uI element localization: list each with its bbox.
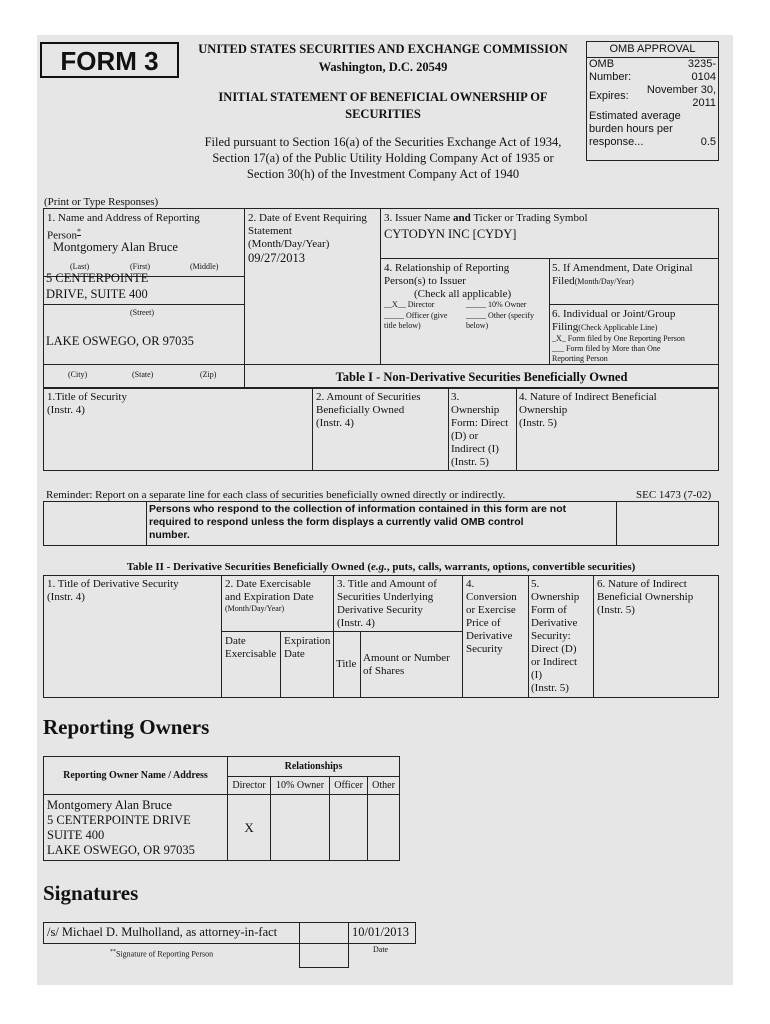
reporting-person-name: Montgomery Alan Bruce <box>53 240 178 254</box>
table2-c5-0: 5. <box>531 578 540 590</box>
table2-title-c: , puts, calls, warrants, options, convertible securities) <box>386 561 636 573</box>
table2-date-exercisable <box>225 635 276 661</box>
omb-value: 3235- <box>687 58 716 70</box>
street-line-1: 5 CENTERPOINTE <box>46 271 149 285</box>
table1-col3-3: (D) or <box>451 430 479 442</box>
persons-notice-1: Persons who respond to the collection of information contained in this form are not <box>149 503 567 515</box>
table2-c5-5: Direct (D) <box>531 643 577 655</box>
box6-label <box>552 308 718 364</box>
box3-label-a: 3. Issuer Name <box>384 212 454 224</box>
box6-label-3: (Check Applicable Line) <box>578 323 658 332</box>
print-note: (Print or Type Responses) <box>44 196 159 208</box>
reporting-owners-table <box>43 756 400 861</box>
omb-expires-value-2: 2011 <box>692 97 716 109</box>
table1-title: Table I - Non-Derivative Securities Beneficially Owned <box>335 370 628 384</box>
box1-label <box>47 212 242 243</box>
issuer-name: CYTODYN INC [CYDY] <box>384 227 517 241</box>
table2-c6-2: Beneficial Ownership <box>597 591 694 603</box>
box3-label <box>384 212 588 225</box>
table2-c5-6: or Indirect <box>531 656 578 668</box>
state-label: (State) <box>132 370 154 379</box>
owner-line-1: Montgomery Alan Bruce <box>47 797 172 812</box>
table2-date-2: Exercisable <box>225 648 277 660</box>
box6-label-2: Filing <box>552 321 579 333</box>
table1-col3-5: (Instr. 5) <box>451 456 489 468</box>
box3-label-b: and <box>453 212 471 224</box>
table1-col2-1: 2. Amount of Securities <box>316 391 421 403</box>
table2-title-b: e.g. <box>371 561 387 573</box>
persons-notice-3: number. <box>149 529 190 541</box>
director-mark: X <box>228 795 271 861</box>
table2-c4-4: Derivative <box>466 630 513 642</box>
table1-col3 <box>451 391 508 469</box>
box2-label-1: 2. Date of Event Requiring <box>248 212 367 224</box>
table2-c1 <box>47 578 179 604</box>
table2-c3-amt-1: Amount or Number <box>363 652 450 664</box>
table2-expiration <box>284 635 330 661</box>
owner-line-4: LAKE OSWEGO, OR 97035 <box>47 842 195 857</box>
table2-c5-2: Form of <box>531 604 567 616</box>
box5-label <box>552 262 718 288</box>
table2-c6-3: (Instr. 5) <box>597 604 635 616</box>
omb-burden-1: Estimated average <box>589 110 681 122</box>
owner-address <box>44 795 228 861</box>
more-persons-option: ___ Form filed by More than One <box>552 344 661 353</box>
reminder-text: Reminder: Report on a separate line for each class of securities beneficially owned directly or indirectly. <box>46 489 506 501</box>
omb-label: OMB <box>589 58 615 70</box>
director-col: Director <box>228 777 271 795</box>
box5-label-3: (Month/Day/Year) <box>574 277 634 286</box>
agency-location: Washington, D.C. 20549 <box>318 60 448 74</box>
table2-c1-2: (Instr. 4) <box>47 591 85 603</box>
table2-c3-title: Title <box>336 658 357 670</box>
table2-c2-3: (Month/Day/Year) <box>225 604 285 613</box>
omb-number-value: 0104 <box>691 71 716 83</box>
table2-c4-3: Price of <box>466 617 501 629</box>
street-line-2: DRIVE, SUITE 400 <box>46 287 148 301</box>
box4-label-2: Person(s) to Issuer <box>384 275 466 287</box>
table2-c1-1: 1. Title of Derivative Security <box>47 578 179 590</box>
table1-col3-1: Ownership <box>451 404 500 416</box>
form-title-line1: INITIAL STATEMENT OF BENEFICIAL OWNERSHIP OF <box>218 90 548 104</box>
table2-c5-7: (I) <box>531 669 542 681</box>
sec-code: SEC 1473 (7-02) <box>636 489 712 501</box>
street-label: (Street) <box>130 308 154 317</box>
city-state-zip: LAKE OSWEGO, OR 97035 <box>46 334 194 348</box>
table2-c4-1: Conversion <box>466 591 517 603</box>
table2-c5-3: Derivative <box>531 617 578 629</box>
city-label: (City) <box>68 370 88 379</box>
table1-col1-2: (Instr. 4) <box>47 404 85 416</box>
table2-c6 <box>597 578 693 617</box>
table2-c3-4: (Instr. 4) <box>337 617 375 629</box>
ten-pct-owner-col: 10% Owner <box>271 777 330 795</box>
sig-label-text: Signature of Reporting Person <box>116 949 214 959</box>
other-checkbox: _____ Other (specify <box>466 311 534 320</box>
box5-label-1: 5. If Amendment, Date Original <box>552 262 693 274</box>
box4-label <box>384 262 547 301</box>
table2-c3-3: Derivative Security <box>337 604 423 616</box>
box2-label-2: Statement <box>248 225 292 237</box>
table1-col4-1: 4. Nature of Indirect Beneficial <box>519 391 657 403</box>
persons-notice <box>149 503 615 542</box>
table2-c3 <box>337 578 437 630</box>
table2-c4-2: or Exercise <box>466 604 516 616</box>
omb-burden-2: burden hours per <box>589 123 673 135</box>
director-checkbox: __X__ Director <box>384 300 435 309</box>
relationships-header: Relationships <box>228 757 400 777</box>
table2-c3-amt-2: of Shares <box>363 665 405 677</box>
table1-col3-0: 3. <box>451 391 460 403</box>
table1-col2 <box>316 391 421 430</box>
filed-pursuant <box>180 134 586 182</box>
officer-title-below: title below) <box>384 321 421 330</box>
box6-label-1: 6. Individual or Joint/Group <box>552 308 676 320</box>
officer-checkbox: _____ Officer (give <box>384 311 448 320</box>
signature-spacer <box>299 922 349 968</box>
table2-c3-1: 3. Title and Amount of <box>337 578 437 590</box>
filed-line-3: Section 30(h) of the Investment Company Act of 1940 <box>246 167 520 181</box>
table2-c2-1: 2. Date Exercisable <box>225 578 311 590</box>
omb-approval-box <box>586 41 719 161</box>
form-label: FORM 3 <box>60 46 159 76</box>
table2-c5-1: Ownership <box>531 591 580 603</box>
first-label: (First) <box>130 262 150 271</box>
more-persons-option-2: Reporting Person <box>552 354 608 363</box>
owner-line-2: 5 CENTERPOINTE DRIVE <box>47 812 191 827</box>
table2-c2 <box>225 578 314 614</box>
table2-date-1: Date <box>225 635 246 647</box>
box1-label-line1: 1. Name and Address of Reporting <box>47 212 200 224</box>
table1-col4-3: (Instr. 5) <box>519 417 557 429</box>
box2-label-3: (Month/Day/Year) <box>248 238 330 250</box>
table2-c6-1: 6. Nature of Indirect <box>597 578 687 590</box>
box5-label-2: Filed <box>552 275 575 287</box>
sig-label-star: ** <box>110 949 116 955</box>
box3-label-c: Ticker or Trading Symbol <box>470 212 588 224</box>
event-date: 09/27/2013 <box>248 251 305 265</box>
omb-number-label: Number: <box>589 71 632 83</box>
signature-label <box>110 947 213 960</box>
table2-exp-1: Expiration <box>284 635 331 647</box>
table2-c5-8: (Instr. 5) <box>531 682 569 694</box>
reporting-owners-heading: Reporting Owners <box>43 715 210 739</box>
table1-col3-2: Form: Direct <box>451 417 509 429</box>
owner-line-3: SUITE 400 <box>47 827 105 842</box>
filed-line-2: Section 17(a) of the Public Utility Holding Company Act of 1935 or <box>212 151 554 165</box>
ten-percent-checkbox: _____ 10% Owner <box>466 300 527 309</box>
officer-cell <box>329 795 367 861</box>
signature-value: /s/ Michael D. Mulholland, as attorney-in-fact <box>47 925 278 939</box>
other-below: below) <box>466 321 489 330</box>
omb-burden-3: response... <box>589 136 644 148</box>
form-title-line2: SECURITIES <box>345 107 421 121</box>
omb-expires-label: Expires: <box>589 90 629 102</box>
table2-c4-5: Security <box>466 643 503 655</box>
table2-exp-2: Date <box>284 648 305 660</box>
table2-c5-4: Security: <box>531 630 571 642</box>
other-cell <box>368 795 400 861</box>
table2-c3-amount <box>363 652 450 678</box>
table1-col3-4: Indirect (I) <box>451 443 499 455</box>
table2-c2-2: and Expiration Date <box>225 591 314 603</box>
last-label: (Last) <box>70 262 90 271</box>
table2-c4-0: 4. <box>466 578 475 590</box>
table1-col2-2: Beneficially Owned <box>316 404 405 416</box>
box1-label-line2: Person <box>47 229 77 242</box>
date-label: Date <box>373 945 389 954</box>
persons-notice-2: required to respond unless the form displays a currently valid OMB control <box>149 516 524 528</box>
table1-col1-1: 1.Title of Security <box>47 391 127 403</box>
officer-col: Officer <box>329 777 367 795</box>
table2-title <box>43 561 719 574</box>
middle-label: (Middle) <box>190 262 219 271</box>
table2-c3-2: Securities Underlying <box>337 591 434 603</box>
table2-title-a: Table II - Derivative Securities Beneficially Owned ( <box>126 561 372 573</box>
omb-title: OMB APPROVAL <box>587 42 718 58</box>
agency-name: UNITED STATES SECURITIES AND EXCHANGE COMMISSION <box>198 42 568 56</box>
one-person-option: _X_ Form filed by One Reporting Person <box>552 334 685 343</box>
filed-line-1: Filed pursuant to Section 16(a) of the Securities Exchange Act of 1934, <box>204 135 562 149</box>
omb-expires-value-1: November 30, <box>646 84 716 96</box>
omb-burden-value: 0.5 <box>700 136 716 148</box>
table1-col4-2: Ownership <box>519 404 568 416</box>
table2-c5 <box>531 578 579 695</box>
box4-label-1: 4. Relationship of Reporting <box>384 262 510 274</box>
table1-col2-3: (Instr. 4) <box>316 417 354 429</box>
signatures-heading: Signatures <box>43 881 139 905</box>
box4-label-3: (Check all applicable) <box>414 288 512 300</box>
signature-date: 10/01/2013 <box>352 925 409 939</box>
table1-col1 <box>47 391 127 417</box>
other-col: Other <box>368 777 400 795</box>
ten-pct-cell <box>271 795 330 861</box>
zip-label: (Zip) <box>200 370 217 379</box>
box1-star: * <box>76 227 81 236</box>
box2-label <box>248 212 380 251</box>
table2-c4 <box>466 578 517 656</box>
table1-col4 <box>519 391 657 430</box>
owner-name-header: Reporting Owner Name / Address <box>44 757 228 795</box>
form-label-box <box>40 42 179 78</box>
